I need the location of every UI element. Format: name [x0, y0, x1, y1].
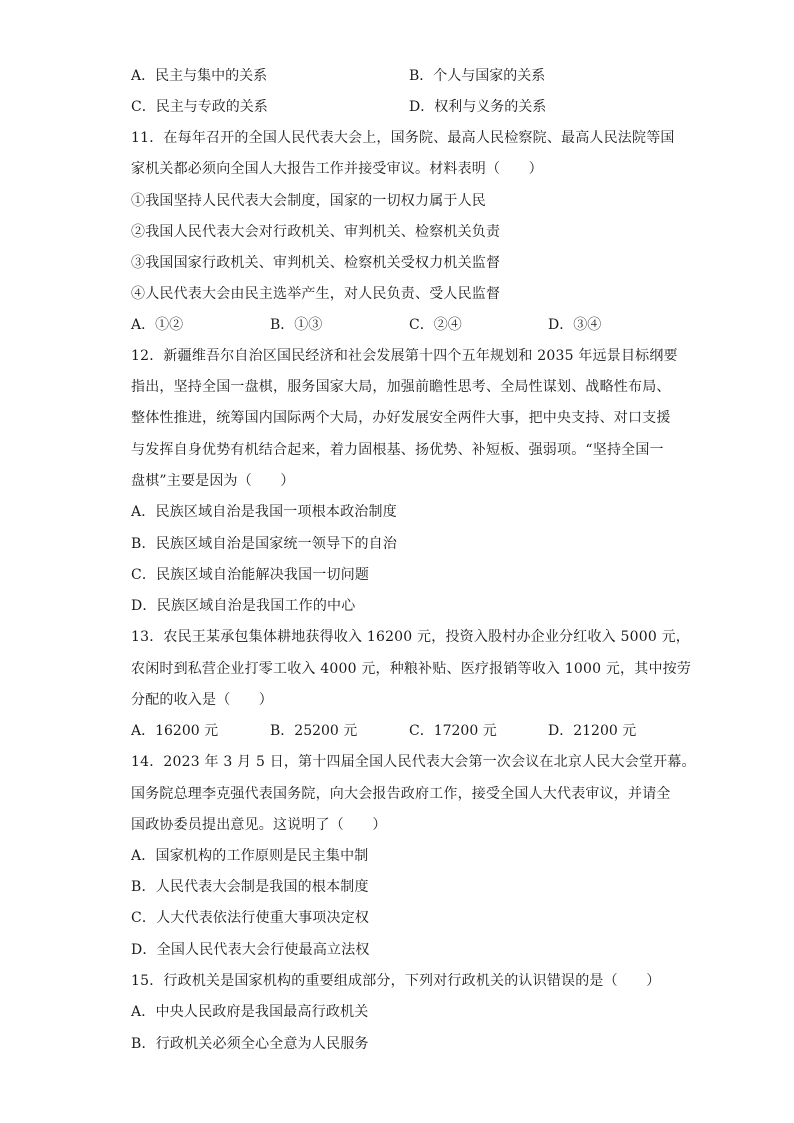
q12-stem-line-1: 12．新疆维吾尔自治区国民经济和社会发展第十四个五年规划和 2035 年远景目标纲要: [131, 348, 678, 364]
q12-option-c: C．民族区域自治能解决我国一切问题: [131, 567, 370, 583]
q12-stem-line-5: 盘棋”主要是因为（ ）: [131, 473, 295, 489]
q14-stem-line-1: 14．2023 年 3 月 5 日，第十四届全国人民代表大会第一次会议在北京人民大会堂开幕。: [131, 754, 696, 770]
q14-option-a: A．国家机构的工作原则是民主集中制: [131, 848, 369, 864]
q13-option-a: A．16200 元: [131, 723, 219, 739]
q14-option-d: D．全国人民代表大会行使最高立法权: [131, 942, 370, 958]
q10-option-d: D．权利与义务的关系: [409, 99, 547, 115]
q14-stem-line-3: 国政协委员提出意见。这说明了（ ）: [131, 817, 387, 833]
q11-option-a: A．①②: [131, 317, 184, 333]
q10-option-b: B．个人与国家的关系: [409, 68, 546, 84]
q10-option-c: C．民主与专政的关系: [131, 99, 268, 115]
q11-statement-1: ①我国坚持人民代表大会制度，国家的一切权力属于人民: [131, 193, 486, 209]
q10-option-a: A．民主与集中的关系: [131, 68, 268, 84]
q14-option-b: B．人民代表大会制是我国的根本制度: [131, 879, 369, 895]
q13-stem-line-2: 农闲时到私营企业打零工收入 4000 元，种粮补贴、医疗报销等收入 1000 元，其中按劳: [131, 661, 692, 677]
q14-stem-line-2: 国务院总理李克强代表国务院，向大会报告政府工作，接受全国人大代表审议，并请全: [131, 786, 671, 802]
q15-option-a: A．中央人民政府是我国最高行政机关: [131, 1004, 369, 1020]
q12-option-a: A．民族区域自治是我国一项根本政治制度: [131, 504, 397, 520]
q13-option-c: C．17200 元: [409, 723, 497, 739]
q13-option-d: D．21200 元: [548, 723, 637, 739]
q11-stem-line-1: 11．在每年召开的全国人民代表大会上，国务院、最高人民检察院、最高人民法院等国: [131, 130, 675, 146]
q11-statement-4: ④人民代表大会由民主选举产生，对人民负责、受人民监督: [131, 286, 501, 302]
q11-option-c: C．②④: [409, 317, 462, 333]
q11-option-b: B．①③: [270, 317, 323, 333]
q14-option-c: C．人大代表依法行使重大事项决定权: [131, 910, 370, 926]
q11-option-d: D．③④: [548, 317, 602, 333]
q13-stem-line-3: 分配的收入是（ ）: [131, 692, 273, 708]
q11-stem-line-2: 家机关都必须向全国人大报告工作并接受审议。材料表明（ ）: [131, 161, 543, 177]
q15-option-b: B．行政机关必须全心全意为人民服务: [131, 1036, 369, 1052]
q12-option-b: B．民族区域自治是国家统一领导下的自治: [131, 536, 398, 552]
q12-stem-line-3: 整体性推进，统筹国内国际两个大局，办好发展安全两件大事，把中央支持、对口支援: [131, 410, 671, 426]
q13-option-b: B．25200 元: [270, 723, 358, 739]
q12-stem-line-4: 与发挥自身优势有机结合起来，着力固根基、扬优势、补短板、强弱项。“坚持全国一: [131, 442, 664, 458]
q13-stem-line-1: 13．农民王某承包集体耕地获得收入 16200 元，投资入股村办企业分红收入 5000 元，: [131, 629, 690, 645]
q11-statement-2: ②我国人民代表大会对行政机关、审判机关、检察机关负责: [131, 224, 501, 240]
q11-statement-3: ③我国国家行政机关、审判机关、检察机关受权力机关监督: [131, 255, 501, 271]
q15-stem-line-1: 15．行政机关是国家机构的重要组成部分，下列对行政机关的认识错误的是（ ）: [131, 973, 661, 989]
q12-stem-line-2: 指出，坚持全国一盘棋，服务国家大局，加强前瞻性思考、全局性谋划、战略性布局、: [131, 379, 671, 395]
q12-option-d: D．民族区域自治是我国工作的中心: [131, 598, 356, 614]
